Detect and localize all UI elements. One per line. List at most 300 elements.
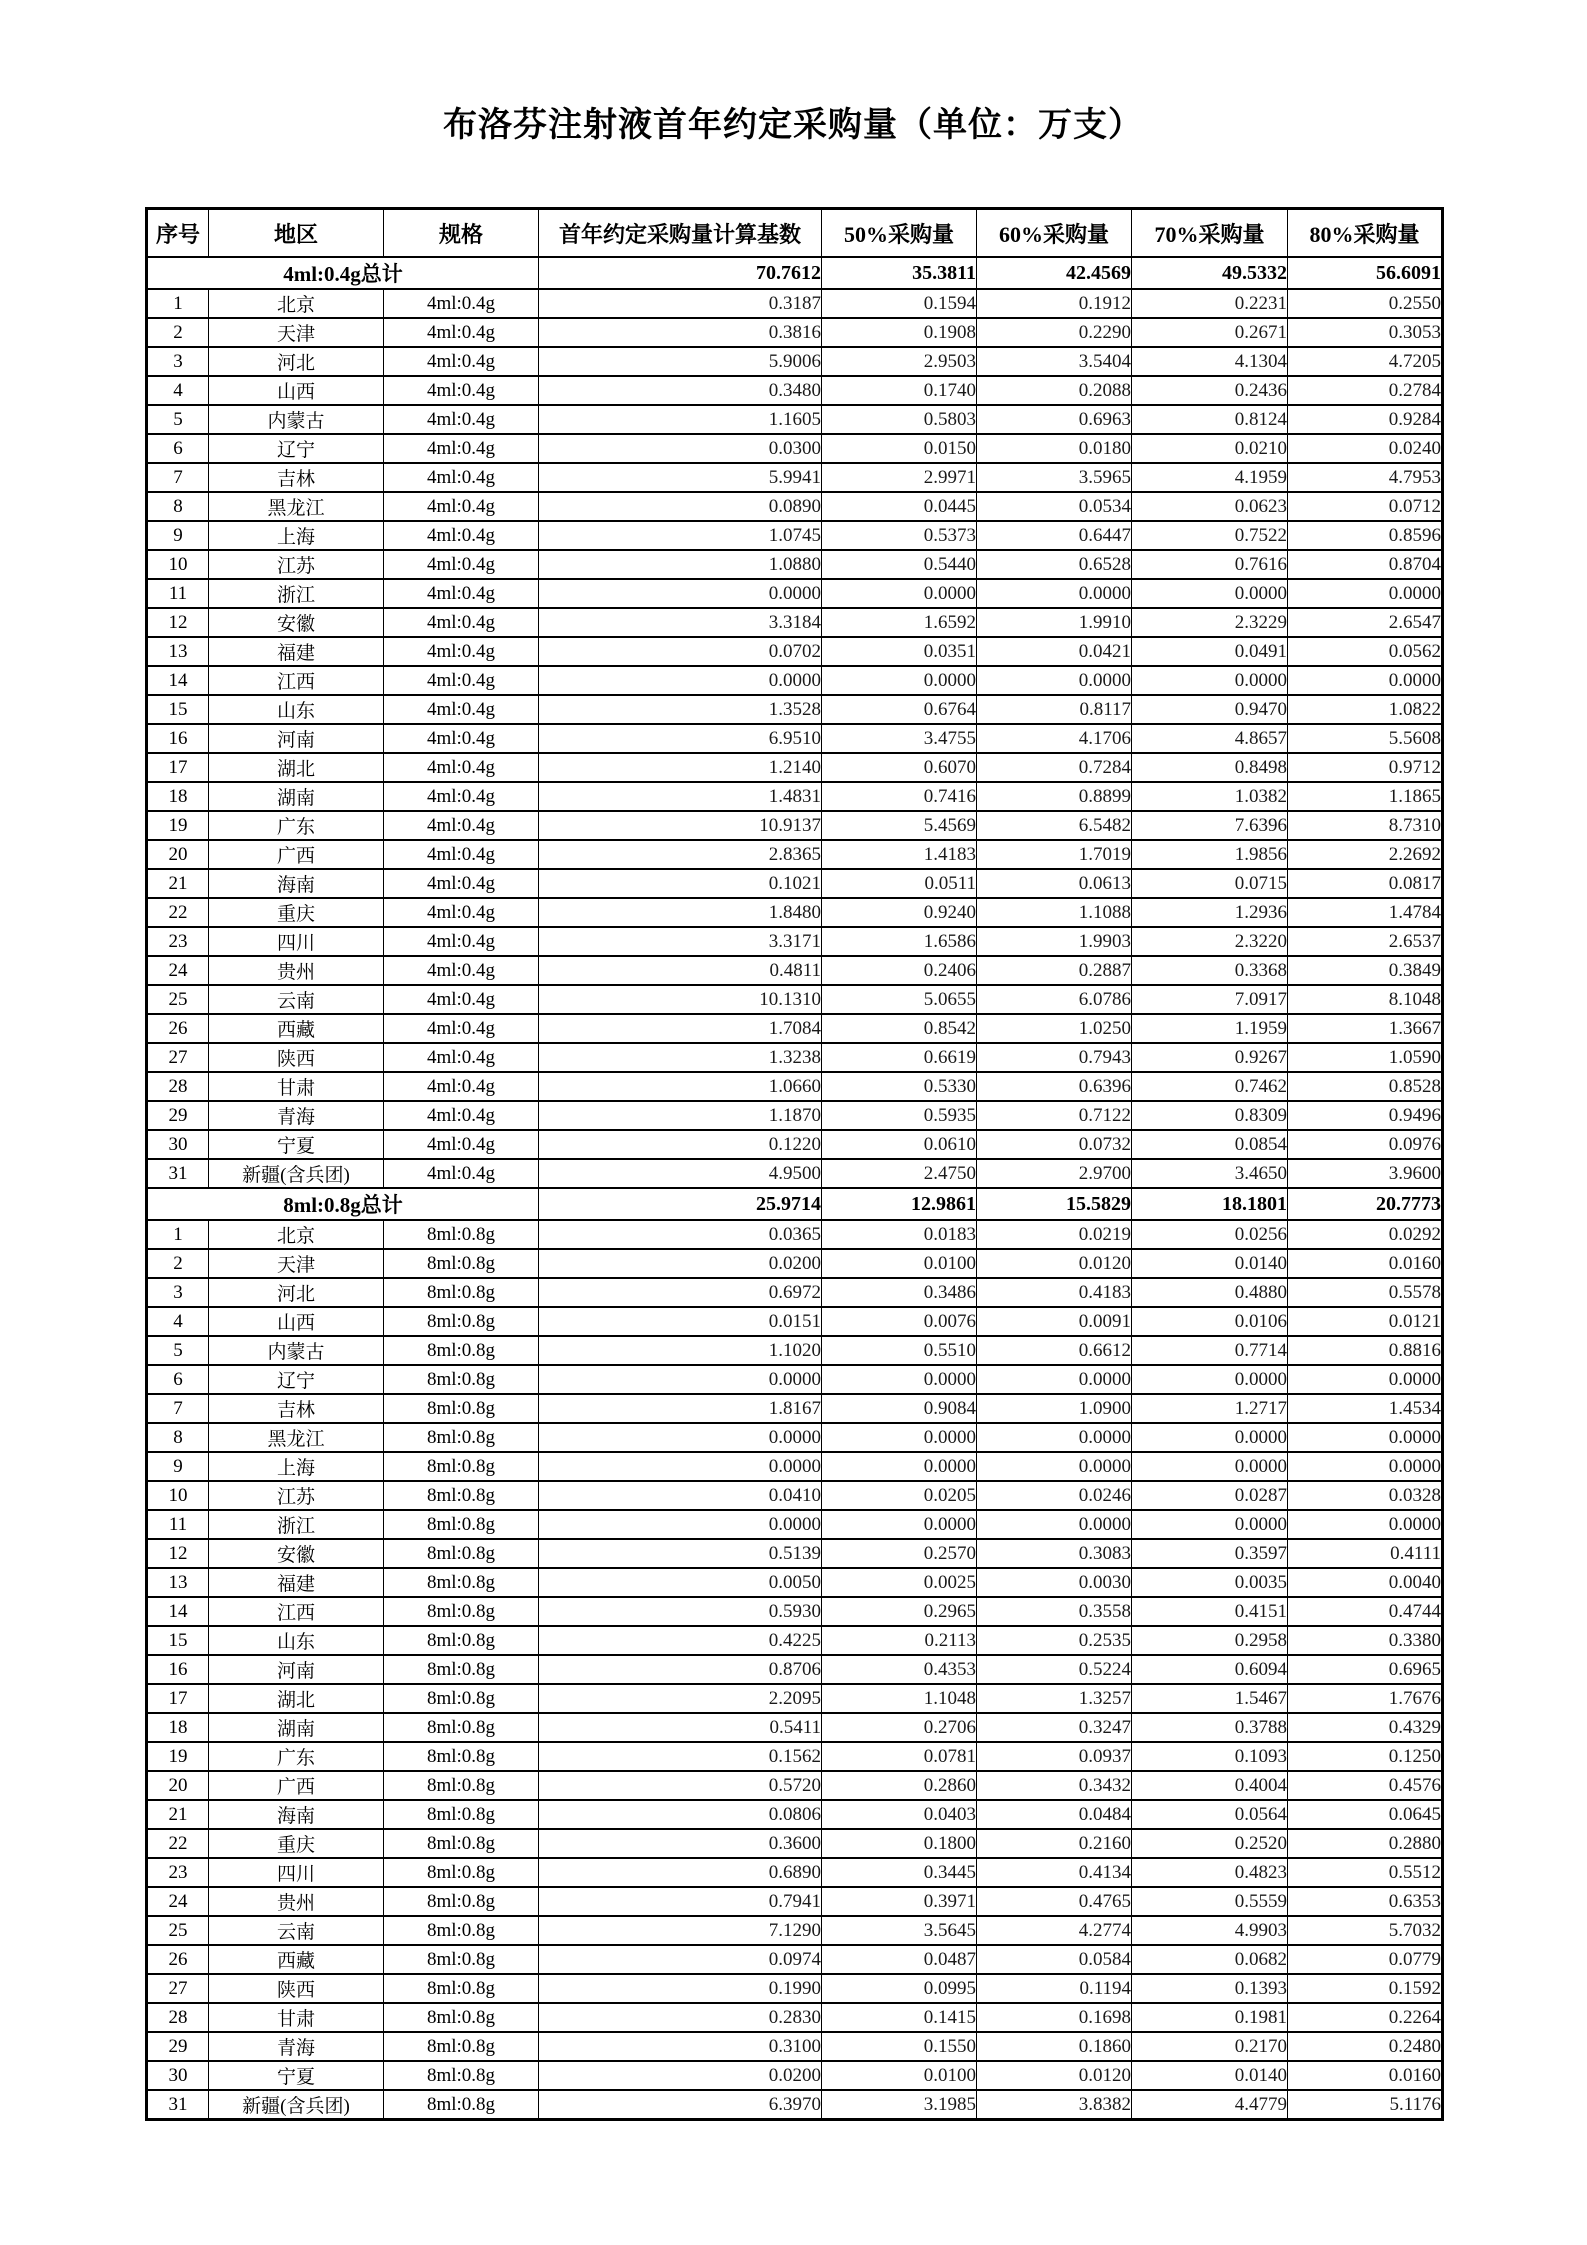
table-row xyxy=(147,666,1443,695)
value-80-cell: 0.0160 xyxy=(1288,2061,1443,2090)
value-70-cell: 0.4880 xyxy=(1132,1278,1288,1307)
row-number-cell: 25 xyxy=(147,985,209,1014)
region-cell: 河北 xyxy=(209,347,384,376)
value-50-cell: 0.0995 xyxy=(822,1974,977,2003)
table-row xyxy=(147,1771,1443,1800)
row-number-cell: 31 xyxy=(147,1159,209,1188)
value-70-cell: 0.2231 xyxy=(1132,289,1288,318)
value-70-cell: 0.1981 xyxy=(1132,2003,1288,2032)
value-80-cell: 1.0590 xyxy=(1288,1043,1443,1072)
value-80-cell: 5.5608 xyxy=(1288,724,1443,753)
table-row xyxy=(147,608,1443,637)
spec-cell: 8ml:0.8g xyxy=(384,1626,539,1655)
value-60-cell: 3.8382 xyxy=(977,2090,1132,2120)
table-row xyxy=(147,1220,1443,1249)
value-50-cell: 0.9240 xyxy=(822,898,977,927)
value-80-cell: 0.2784 xyxy=(1288,376,1443,405)
summary-row-0 xyxy=(147,257,1443,289)
value-70-cell: 0.2436 xyxy=(1132,376,1288,405)
spec-cell: 4ml:0.4g xyxy=(384,840,539,869)
value-80-cell: 2.2692 xyxy=(1288,840,1443,869)
region-cell: 青海 xyxy=(209,2032,384,2061)
spec-cell: 4ml:0.4g xyxy=(384,376,539,405)
value-80-cell: 2.6547 xyxy=(1288,608,1443,637)
value-70-cell: 0.0854 xyxy=(1132,1130,1288,1159)
value-60-cell: 3.5404 xyxy=(977,347,1132,376)
value-70-cell: 0.2520 xyxy=(1132,1829,1288,1858)
value-70-cell: 0.9470 xyxy=(1132,695,1288,724)
row-number-cell: 31 xyxy=(147,2090,209,2120)
row-number-cell: 12 xyxy=(147,608,209,637)
base-value-cell: 2.8365 xyxy=(539,840,822,869)
value-60-cell: 2.9700 xyxy=(977,1159,1132,1188)
region-cell: 安徽 xyxy=(209,1539,384,1568)
value-50-cell: 0.5373 xyxy=(822,521,977,550)
base-value-cell: 0.4811 xyxy=(539,956,822,985)
table-row xyxy=(147,1043,1443,1072)
spec-cell: 8ml:0.8g xyxy=(384,1742,539,1771)
base-value-cell: 0.1220 xyxy=(539,1130,822,1159)
value-50-cell: 0.0781 xyxy=(822,1742,977,1771)
column-header-2: 规格 xyxy=(384,209,539,258)
base-value-cell: 0.6972 xyxy=(539,1278,822,1307)
summary-value-cell: 12.9861 xyxy=(822,1188,977,1220)
row-number-cell: 29 xyxy=(147,2032,209,2061)
value-60-cell: 6.5482 xyxy=(977,811,1132,840)
value-50-cell: 2.9971 xyxy=(822,463,977,492)
value-50-cell: 0.1908 xyxy=(822,318,977,347)
value-70-cell: 1.2936 xyxy=(1132,898,1288,927)
base-value-cell: 0.0000 xyxy=(539,1452,822,1481)
value-80-cell: 0.1592 xyxy=(1288,1974,1443,2003)
region-cell: 上海 xyxy=(209,521,384,550)
value-60-cell: 0.0000 xyxy=(977,1423,1132,1452)
base-value-cell: 0.0806 xyxy=(539,1800,822,1829)
value-60-cell: 1.0250 xyxy=(977,1014,1132,1043)
spec-cell: 4ml:0.4g xyxy=(384,608,539,637)
summary-value-cell: 35.3811 xyxy=(822,257,977,289)
column-header-1: 地区 xyxy=(209,209,384,258)
table-row xyxy=(147,898,1443,927)
value-50-cell: 0.6619 xyxy=(822,1043,977,1072)
base-value-cell: 0.0702 xyxy=(539,637,822,666)
value-70-cell: 0.0715 xyxy=(1132,869,1288,898)
table-row xyxy=(147,1626,1443,1655)
region-cell: 四川 xyxy=(209,927,384,956)
region-cell: 河南 xyxy=(209,724,384,753)
spec-cell: 4ml:0.4g xyxy=(384,347,539,376)
value-60-cell: 0.6963 xyxy=(977,405,1132,434)
value-80-cell: 0.9284 xyxy=(1288,405,1443,434)
spec-cell: 4ml:0.4g xyxy=(384,985,539,1014)
region-cell: 浙江 xyxy=(209,1510,384,1539)
value-70-cell: 0.4151 xyxy=(1132,1597,1288,1626)
row-number-cell: 5 xyxy=(147,405,209,434)
value-70-cell: 1.1959 xyxy=(1132,1014,1288,1043)
region-cell: 山西 xyxy=(209,376,384,405)
spec-cell: 8ml:0.8g xyxy=(384,1307,539,1336)
spec-cell: 8ml:0.8g xyxy=(384,1539,539,1568)
value-70-cell: 4.9903 xyxy=(1132,1916,1288,1945)
row-number-cell: 3 xyxy=(147,347,209,376)
table-row xyxy=(147,1945,1443,1974)
region-cell: 吉林 xyxy=(209,463,384,492)
value-50-cell: 1.6592 xyxy=(822,608,977,637)
summary-label-cell: 4ml:0.4g总计 xyxy=(147,257,539,289)
value-60-cell: 0.2887 xyxy=(977,956,1132,985)
table-row xyxy=(147,579,1443,608)
region-cell: 广东 xyxy=(209,1742,384,1771)
value-80-cell: 0.0712 xyxy=(1288,492,1443,521)
region-cell: 湖北 xyxy=(209,1684,384,1713)
table-row xyxy=(147,753,1443,782)
row-number-cell: 19 xyxy=(147,1742,209,1771)
value-70-cell: 0.0140 xyxy=(1132,2061,1288,2090)
value-50-cell: 0.0351 xyxy=(822,637,977,666)
value-60-cell: 0.0246 xyxy=(977,1481,1132,1510)
spec-cell: 8ml:0.8g xyxy=(384,1249,539,1278)
table-row xyxy=(147,492,1443,521)
table-row xyxy=(147,1307,1443,1336)
column-header-7: 80%采购量 xyxy=(1288,209,1443,258)
region-cell: 陕西 xyxy=(209,1043,384,1072)
value-60-cell: 0.0030 xyxy=(977,1568,1132,1597)
region-cell: 广东 xyxy=(209,811,384,840)
value-80-cell: 5.1176 xyxy=(1288,2090,1443,2120)
row-number-cell: 2 xyxy=(147,1249,209,1278)
table-row xyxy=(147,1510,1443,1539)
value-50-cell: 0.0511 xyxy=(822,869,977,898)
region-cell: 山东 xyxy=(209,695,384,724)
value-50-cell: 0.2860 xyxy=(822,1771,977,1800)
row-number-cell: 8 xyxy=(147,492,209,521)
value-70-cell: 0.3597 xyxy=(1132,1539,1288,1568)
row-number-cell: 14 xyxy=(147,666,209,695)
value-70-cell: 0.8309 xyxy=(1132,1101,1288,1130)
value-50-cell: 0.2570 xyxy=(822,1539,977,1568)
table-row xyxy=(147,1655,1443,1684)
row-number-cell: 23 xyxy=(147,1858,209,1887)
value-50-cell: 0.0000 xyxy=(822,1510,977,1539)
value-70-cell: 0.0256 xyxy=(1132,1220,1288,1249)
table-row xyxy=(147,1597,1443,1626)
value-50-cell: 0.0000 xyxy=(822,579,977,608)
spec-cell: 8ml:0.8g xyxy=(384,1800,539,1829)
value-60-cell: 0.3247 xyxy=(977,1713,1132,1742)
table-row xyxy=(147,811,1443,840)
table-row xyxy=(147,1072,1443,1101)
value-70-cell: 4.1959 xyxy=(1132,463,1288,492)
base-value-cell: 5.9941 xyxy=(539,463,822,492)
region-cell: 福建 xyxy=(209,1568,384,1597)
value-50-cell: 0.5935 xyxy=(822,1101,977,1130)
summary-value-cell: 25.9714 xyxy=(539,1188,822,1220)
value-60-cell: 0.7122 xyxy=(977,1101,1132,1130)
summary-row-1 xyxy=(147,1188,1443,1220)
base-value-cell: 1.1020 xyxy=(539,1336,822,1365)
value-80-cell: 1.7676 xyxy=(1288,1684,1443,1713)
value-60-cell: 0.4765 xyxy=(977,1887,1132,1916)
value-80-cell: 0.0779 xyxy=(1288,1945,1443,1974)
value-80-cell: 1.4534 xyxy=(1288,1394,1443,1423)
value-80-cell: 1.1865 xyxy=(1288,782,1443,811)
row-number-cell: 11 xyxy=(147,1510,209,1539)
value-80-cell: 8.1048 xyxy=(1288,985,1443,1014)
value-60-cell: 0.3083 xyxy=(977,1539,1132,1568)
value-60-cell: 0.0000 xyxy=(977,666,1132,695)
region-cell: 湖南 xyxy=(209,1713,384,1742)
value-60-cell: 0.1860 xyxy=(977,2032,1132,2061)
value-80-cell: 0.0292 xyxy=(1288,1220,1443,1249)
value-60-cell: 0.4183 xyxy=(977,1278,1132,1307)
base-value-cell: 0.5930 xyxy=(539,1597,822,1626)
row-number-cell: 21 xyxy=(147,869,209,898)
value-50-cell: 0.7416 xyxy=(822,782,977,811)
value-60-cell: 0.0091 xyxy=(977,1307,1132,1336)
value-80-cell: 0.2264 xyxy=(1288,2003,1443,2032)
base-value-cell: 10.9137 xyxy=(539,811,822,840)
table-row xyxy=(147,1014,1443,1043)
base-value-cell: 0.3480 xyxy=(539,376,822,405)
row-number-cell: 28 xyxy=(147,2003,209,2032)
value-70-cell: 0.0035 xyxy=(1132,1568,1288,1597)
value-80-cell: 0.8704 xyxy=(1288,550,1443,579)
base-value-cell: 0.3187 xyxy=(539,289,822,318)
value-70-cell: 1.5467 xyxy=(1132,1684,1288,1713)
value-60-cell: 0.1698 xyxy=(977,2003,1132,2032)
row-number-cell: 26 xyxy=(147,1014,209,1043)
base-value-cell: 6.9510 xyxy=(539,724,822,753)
row-number-cell: 16 xyxy=(147,1655,209,1684)
value-70-cell: 0.0491 xyxy=(1132,637,1288,666)
spec-cell: 4ml:0.4g xyxy=(384,1101,539,1130)
value-60-cell: 0.0000 xyxy=(977,1452,1132,1481)
row-number-cell: 4 xyxy=(147,1307,209,1336)
row-number-cell: 27 xyxy=(147,1043,209,1072)
value-80-cell: 0.8596 xyxy=(1288,521,1443,550)
column-header-3: 首年约定采购量计算基数 xyxy=(539,209,822,258)
region-cell: 四川 xyxy=(209,1858,384,1887)
value-80-cell: 3.9600 xyxy=(1288,1159,1443,1188)
value-60-cell: 0.0000 xyxy=(977,579,1132,608)
region-cell: 陕西 xyxy=(209,1974,384,2003)
summary-value-cell: 15.5829 xyxy=(977,1188,1132,1220)
value-60-cell: 0.0937 xyxy=(977,1742,1132,1771)
spec-cell: 4ml:0.4g xyxy=(384,434,539,463)
table-row xyxy=(147,1365,1443,1394)
value-50-cell: 0.0000 xyxy=(822,1452,977,1481)
value-80-cell: 4.7953 xyxy=(1288,463,1443,492)
table-row xyxy=(147,1742,1443,1771)
summary-label-cell: 8ml:0.8g总计 xyxy=(147,1188,539,1220)
base-value-cell: 3.3184 xyxy=(539,608,822,637)
region-cell: 湖北 xyxy=(209,753,384,782)
value-50-cell: 3.4755 xyxy=(822,724,977,753)
value-70-cell: 0.0000 xyxy=(1132,579,1288,608)
value-60-cell: 1.7019 xyxy=(977,840,1132,869)
base-value-cell: 0.0000 xyxy=(539,1365,822,1394)
value-60-cell: 0.3432 xyxy=(977,1771,1132,1800)
base-value-cell: 3.3171 xyxy=(539,927,822,956)
value-70-cell: 0.7522 xyxy=(1132,521,1288,550)
summary-value-cell: 70.7612 xyxy=(539,257,822,289)
row-number-cell: 30 xyxy=(147,1130,209,1159)
table-row xyxy=(147,2090,1443,2120)
row-number-cell: 7 xyxy=(147,463,209,492)
value-70-cell: 0.3788 xyxy=(1132,1713,1288,1742)
base-value-cell: 1.4831 xyxy=(539,782,822,811)
value-80-cell: 0.4576 xyxy=(1288,1771,1443,1800)
table-row xyxy=(147,869,1443,898)
region-cell: 天津 xyxy=(209,1249,384,1278)
region-cell: 广西 xyxy=(209,1771,384,1800)
spec-cell: 4ml:0.4g xyxy=(384,1130,539,1159)
value-60-cell: 0.2160 xyxy=(977,1829,1132,1858)
value-70-cell: 0.0210 xyxy=(1132,434,1288,463)
base-value-cell: 0.0000 xyxy=(539,1510,822,1539)
value-50-cell: 0.0100 xyxy=(822,1249,977,1278)
value-70-cell: 0.4004 xyxy=(1132,1771,1288,1800)
column-header-6: 70%采购量 xyxy=(1132,209,1288,258)
table-row xyxy=(147,956,1443,985)
value-80-cell: 0.0121 xyxy=(1288,1307,1443,1336)
row-number-cell: 3 xyxy=(147,1278,209,1307)
value-60-cell: 0.6447 xyxy=(977,521,1132,550)
table-row xyxy=(147,405,1443,434)
base-value-cell: 7.1290 xyxy=(539,1916,822,1945)
table-row xyxy=(147,550,1443,579)
value-60-cell: 0.8117 xyxy=(977,695,1132,724)
value-50-cell: 0.5510 xyxy=(822,1336,977,1365)
summary-value-cell: 56.6091 xyxy=(1288,257,1443,289)
spec-cell: 4ml:0.4g xyxy=(384,492,539,521)
value-70-cell: 0.7714 xyxy=(1132,1336,1288,1365)
row-number-cell: 11 xyxy=(147,579,209,608)
spec-cell: 8ml:0.8g xyxy=(384,1365,539,1394)
value-50-cell: 0.0610 xyxy=(822,1130,977,1159)
spec-cell: 8ml:0.8g xyxy=(384,1655,539,1684)
value-70-cell: 0.0287 xyxy=(1132,1481,1288,1510)
value-60-cell: 0.0484 xyxy=(977,1800,1132,1829)
region-cell: 黑龙江 xyxy=(209,492,384,521)
row-number-cell: 25 xyxy=(147,1916,209,1945)
value-60-cell: 0.8899 xyxy=(977,782,1132,811)
region-cell: 宁夏 xyxy=(209,1130,384,1159)
value-70-cell: 0.7462 xyxy=(1132,1072,1288,1101)
table-header xyxy=(147,209,1443,258)
base-value-cell: 1.1870 xyxy=(539,1101,822,1130)
row-number-cell: 22 xyxy=(147,1829,209,1858)
value-50-cell: 0.1550 xyxy=(822,2032,977,2061)
column-header-5: 60%采购量 xyxy=(977,209,1132,258)
value-70-cell: 0.2170 xyxy=(1132,2032,1288,2061)
value-80-cell: 0.4744 xyxy=(1288,1597,1443,1626)
value-50-cell: 0.1800 xyxy=(822,1829,977,1858)
spec-cell: 4ml:0.4g xyxy=(384,550,539,579)
table-row xyxy=(147,1858,1443,1887)
region-cell: 重庆 xyxy=(209,898,384,927)
row-number-cell: 27 xyxy=(147,1974,209,2003)
value-80-cell: 0.5512 xyxy=(1288,1858,1443,1887)
spec-cell: 4ml:0.4g xyxy=(384,1043,539,1072)
value-80-cell: 0.0000 xyxy=(1288,579,1443,608)
region-cell: 海南 xyxy=(209,869,384,898)
header-row xyxy=(147,209,1443,258)
base-value-cell: 0.3816 xyxy=(539,318,822,347)
value-60-cell: 0.4134 xyxy=(977,1858,1132,1887)
value-50-cell: 0.5803 xyxy=(822,405,977,434)
value-50-cell: 1.1048 xyxy=(822,1684,977,1713)
base-value-cell: 0.1562 xyxy=(539,1742,822,1771)
base-value-cell: 0.7941 xyxy=(539,1887,822,1916)
value-50-cell: 0.2706 xyxy=(822,1713,977,1742)
value-50-cell: 0.6764 xyxy=(822,695,977,724)
value-50-cell: 0.1415 xyxy=(822,2003,977,2032)
value-80-cell: 0.0328 xyxy=(1288,1481,1443,1510)
value-50-cell: 5.0655 xyxy=(822,985,977,1014)
value-60-cell: 1.9903 xyxy=(977,927,1132,956)
value-70-cell: 1.9856 xyxy=(1132,840,1288,869)
value-50-cell: 2.9503 xyxy=(822,347,977,376)
value-80-cell: 5.7032 xyxy=(1288,1916,1443,1945)
region-cell: 山东 xyxy=(209,1626,384,1655)
region-cell: 新疆(含兵团) xyxy=(209,2090,384,2120)
base-value-cell: 0.0890 xyxy=(539,492,822,521)
base-value-cell: 0.0050 xyxy=(539,1568,822,1597)
table-row xyxy=(147,318,1443,347)
value-60-cell: 1.1088 xyxy=(977,898,1132,927)
spec-cell: 8ml:0.8g xyxy=(384,1423,539,1452)
value-80-cell: 0.1250 xyxy=(1288,1742,1443,1771)
row-number-cell: 5 xyxy=(147,1336,209,1365)
value-50-cell: 0.0445 xyxy=(822,492,977,521)
base-value-cell: 0.1021 xyxy=(539,869,822,898)
value-50-cell: 0.3445 xyxy=(822,1858,977,1887)
value-60-cell: 0.2535 xyxy=(977,1626,1132,1655)
region-cell: 福建 xyxy=(209,637,384,666)
value-80-cell: 0.5578 xyxy=(1288,1278,1443,1307)
value-80-cell: 0.0000 xyxy=(1288,666,1443,695)
region-cell: 辽宁 xyxy=(209,434,384,463)
value-60-cell: 0.7943 xyxy=(977,1043,1132,1072)
value-60-cell: 0.7284 xyxy=(977,753,1132,782)
spec-cell: 4ml:0.4g xyxy=(384,927,539,956)
value-50-cell: 0.3971 xyxy=(822,1887,977,1916)
value-60-cell: 0.0421 xyxy=(977,637,1132,666)
region-cell: 江西 xyxy=(209,1597,384,1626)
summary-value-cell: 42.4569 xyxy=(977,257,1132,289)
table-row xyxy=(147,1423,1443,1452)
table-row xyxy=(147,1336,1443,1365)
value-70-cell: 3.4650 xyxy=(1132,1159,1288,1188)
value-60-cell: 0.5224 xyxy=(977,1655,1132,1684)
table-row xyxy=(147,521,1443,550)
value-50-cell: 1.6586 xyxy=(822,927,977,956)
region-cell: 海南 xyxy=(209,1800,384,1829)
value-60-cell: 0.1194 xyxy=(977,1974,1132,2003)
region-cell: 江苏 xyxy=(209,1481,384,1510)
row-number-cell: 18 xyxy=(147,782,209,811)
spec-cell: 8ml:0.8g xyxy=(384,1597,539,1626)
spec-cell: 8ml:0.8g xyxy=(384,2090,539,2120)
region-cell: 青海 xyxy=(209,1101,384,1130)
value-50-cell: 5.4569 xyxy=(822,811,977,840)
value-60-cell: 0.2290 xyxy=(977,318,1132,347)
value-80-cell: 0.0562 xyxy=(1288,637,1443,666)
value-70-cell: 0.1093 xyxy=(1132,1742,1288,1771)
spec-cell: 8ml:0.8g xyxy=(384,1916,539,1945)
value-70-cell: 4.1304 xyxy=(1132,347,1288,376)
